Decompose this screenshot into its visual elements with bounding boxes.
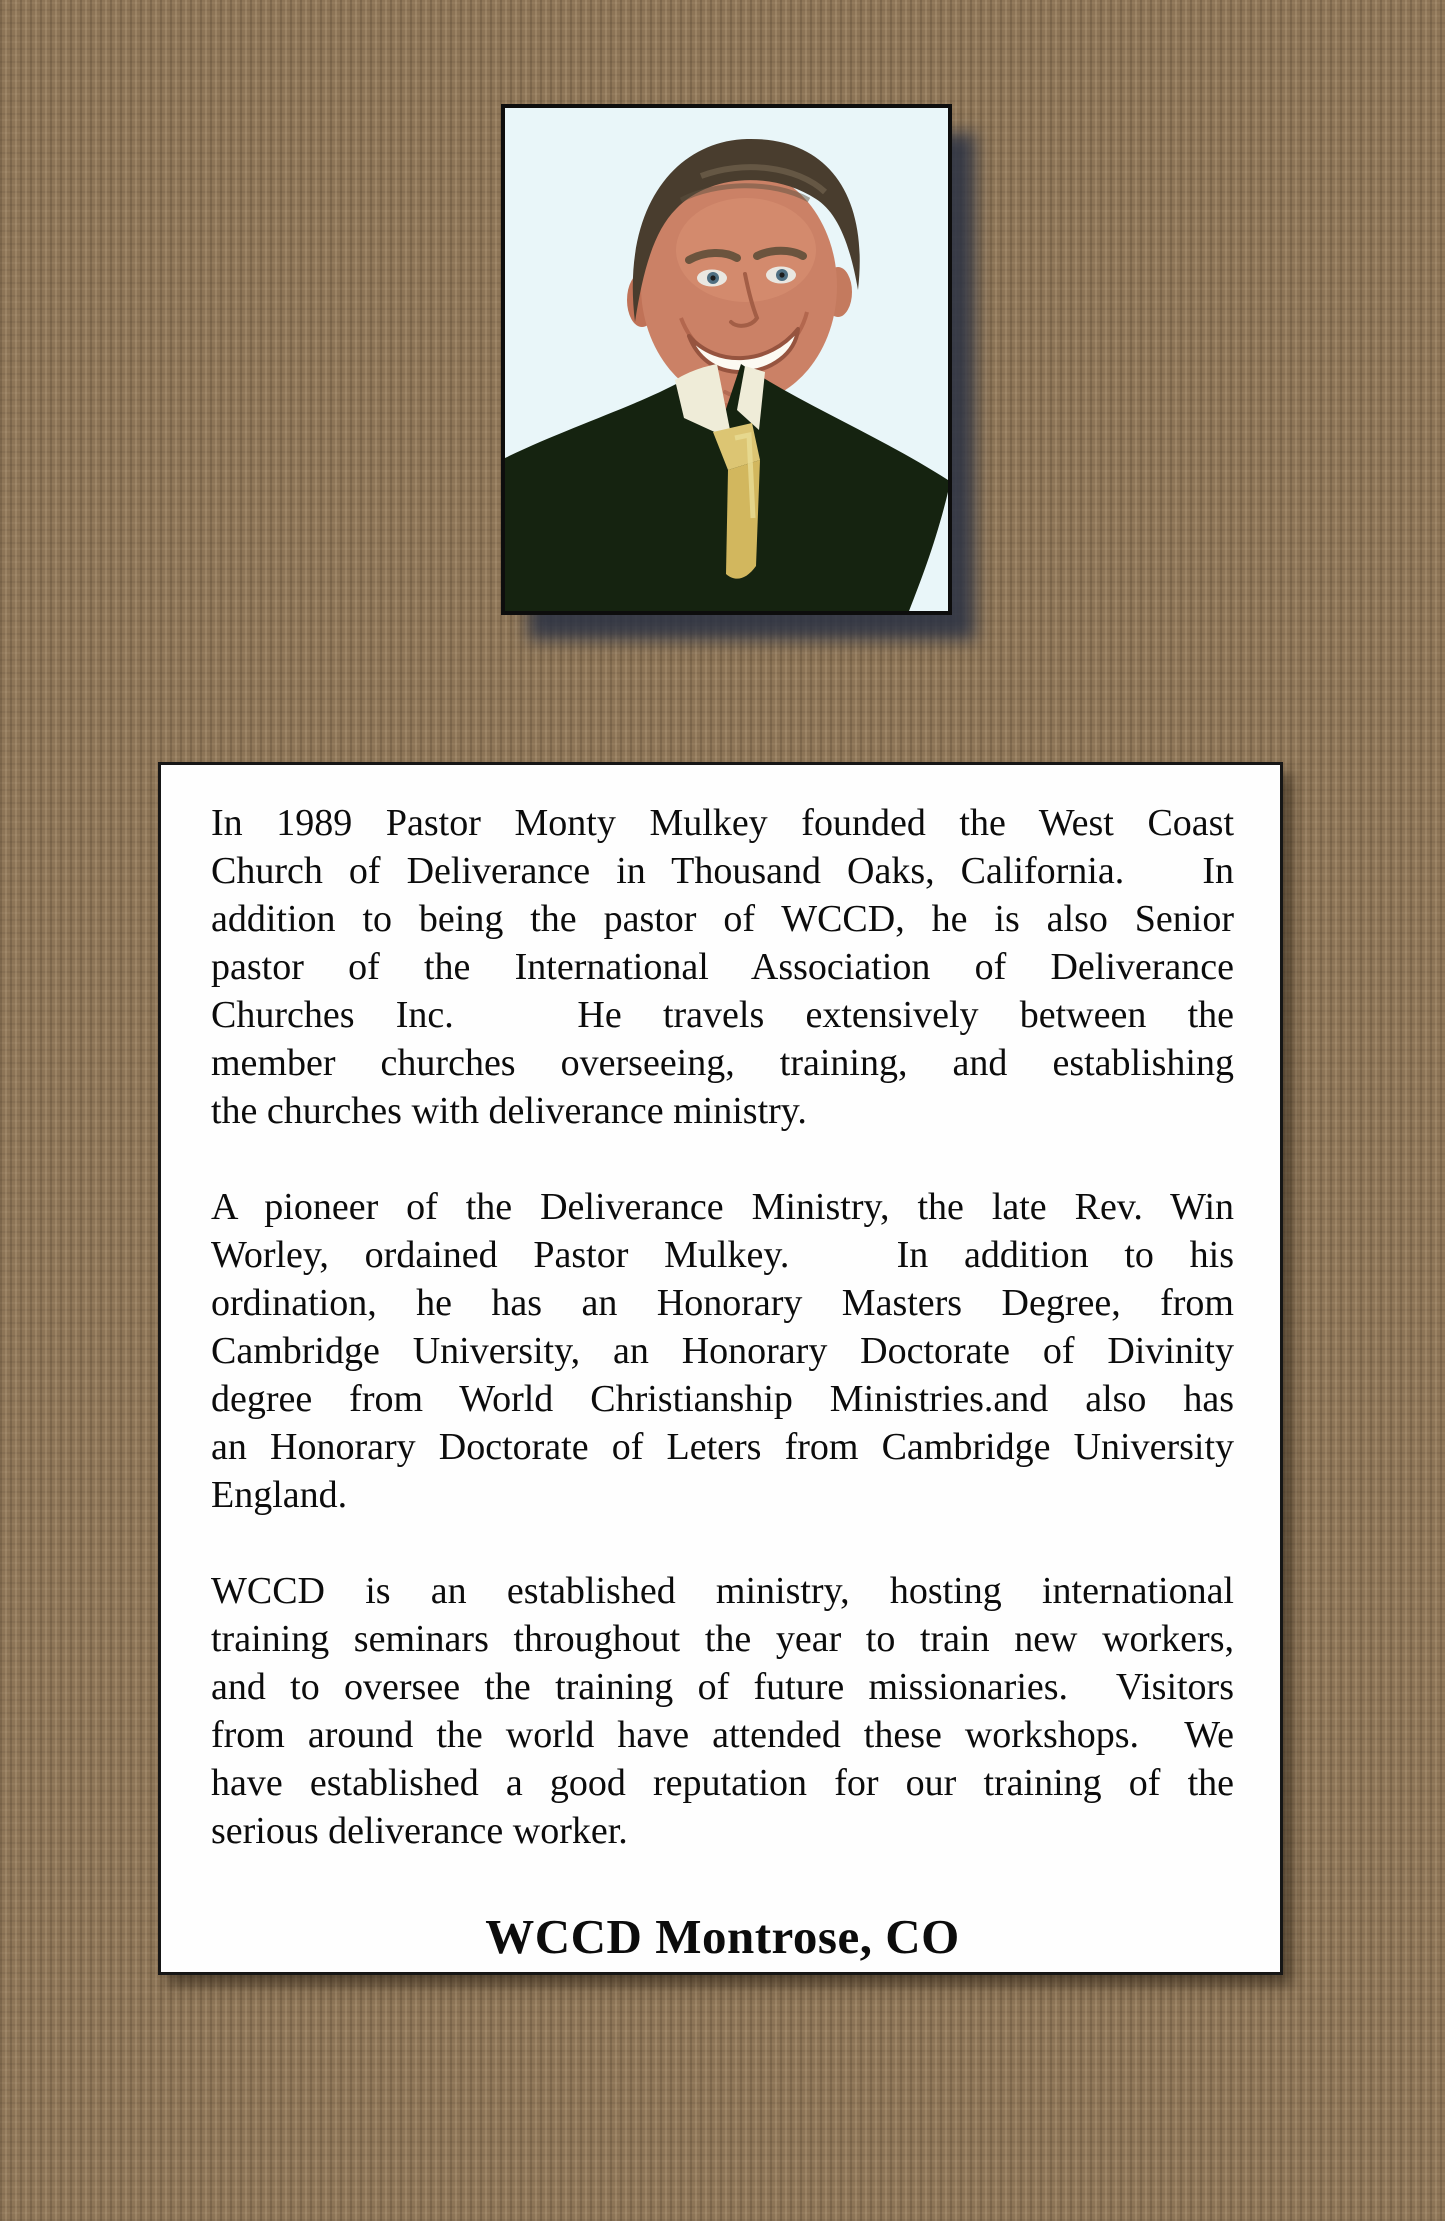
text-line: pastor of the International Association of Deliverance — [211, 946, 1234, 988]
paragraph — [211, 799, 1234, 1135]
footer-location: WCCD Montrose, CO — [485, 1909, 960, 1964]
paragraph — [211, 1567, 1234, 1855]
text-line: training seminars throughout the year to train new workers, — [211, 1618, 1234, 1660]
text-line: the churches with deliverance ministry. — [211, 1090, 807, 1132]
text-line: degree from World Christianship Ministries.and also has — [211, 1378, 1234, 1420]
text-line: addition to being the pastor of WCCD, he is also Senior — [211, 898, 1234, 940]
text-line: Worley, ordained Pastor Mulkey. In addition to his — [211, 1234, 1234, 1276]
text-line: In 1989 Pastor Monty Mulkey founded the West Coast — [211, 802, 1234, 844]
text-line: WCCD is an established ministry, hosting international — [211, 1570, 1234, 1612]
portrait-illustration — [505, 108, 948, 611]
text-line: Church of Deliverance in Thousand Oaks, California. In — [211, 850, 1234, 892]
text-line: from around the world have attended these workshops. We — [211, 1714, 1234, 1756]
text-line: member churches overseeing, training, and establishing — [211, 1042, 1234, 1084]
text-line: Cambridge University, an Honorary Doctorate of Divinity — [211, 1330, 1234, 1372]
portrait-photo — [501, 104, 952, 615]
text-line: A pioneer of the Deliverance Ministry, the late Rev. Win — [211, 1186, 1234, 1228]
paragraph — [211, 1183, 1234, 1519]
text-line: England. — [211, 1474, 348, 1516]
text-line: an Honorary Doctorate of Leters from Cambridge University — [211, 1426, 1234, 1468]
bio-paragraphs — [211, 799, 1234, 1855]
text-line: and to oversee the training of future missionaries. Visitors — [211, 1666, 1234, 1708]
text-line: have established a good reputation for our training of the — [211, 1762, 1234, 1804]
text-line: Churches Inc. He travels extensively between the — [211, 994, 1234, 1036]
text-line: serious deliverance worker. — [211, 1810, 628, 1852]
text-line: ordination, he has an Honorary Masters Degree, from — [211, 1282, 1234, 1324]
bio-text-box — [158, 762, 1283, 1975]
